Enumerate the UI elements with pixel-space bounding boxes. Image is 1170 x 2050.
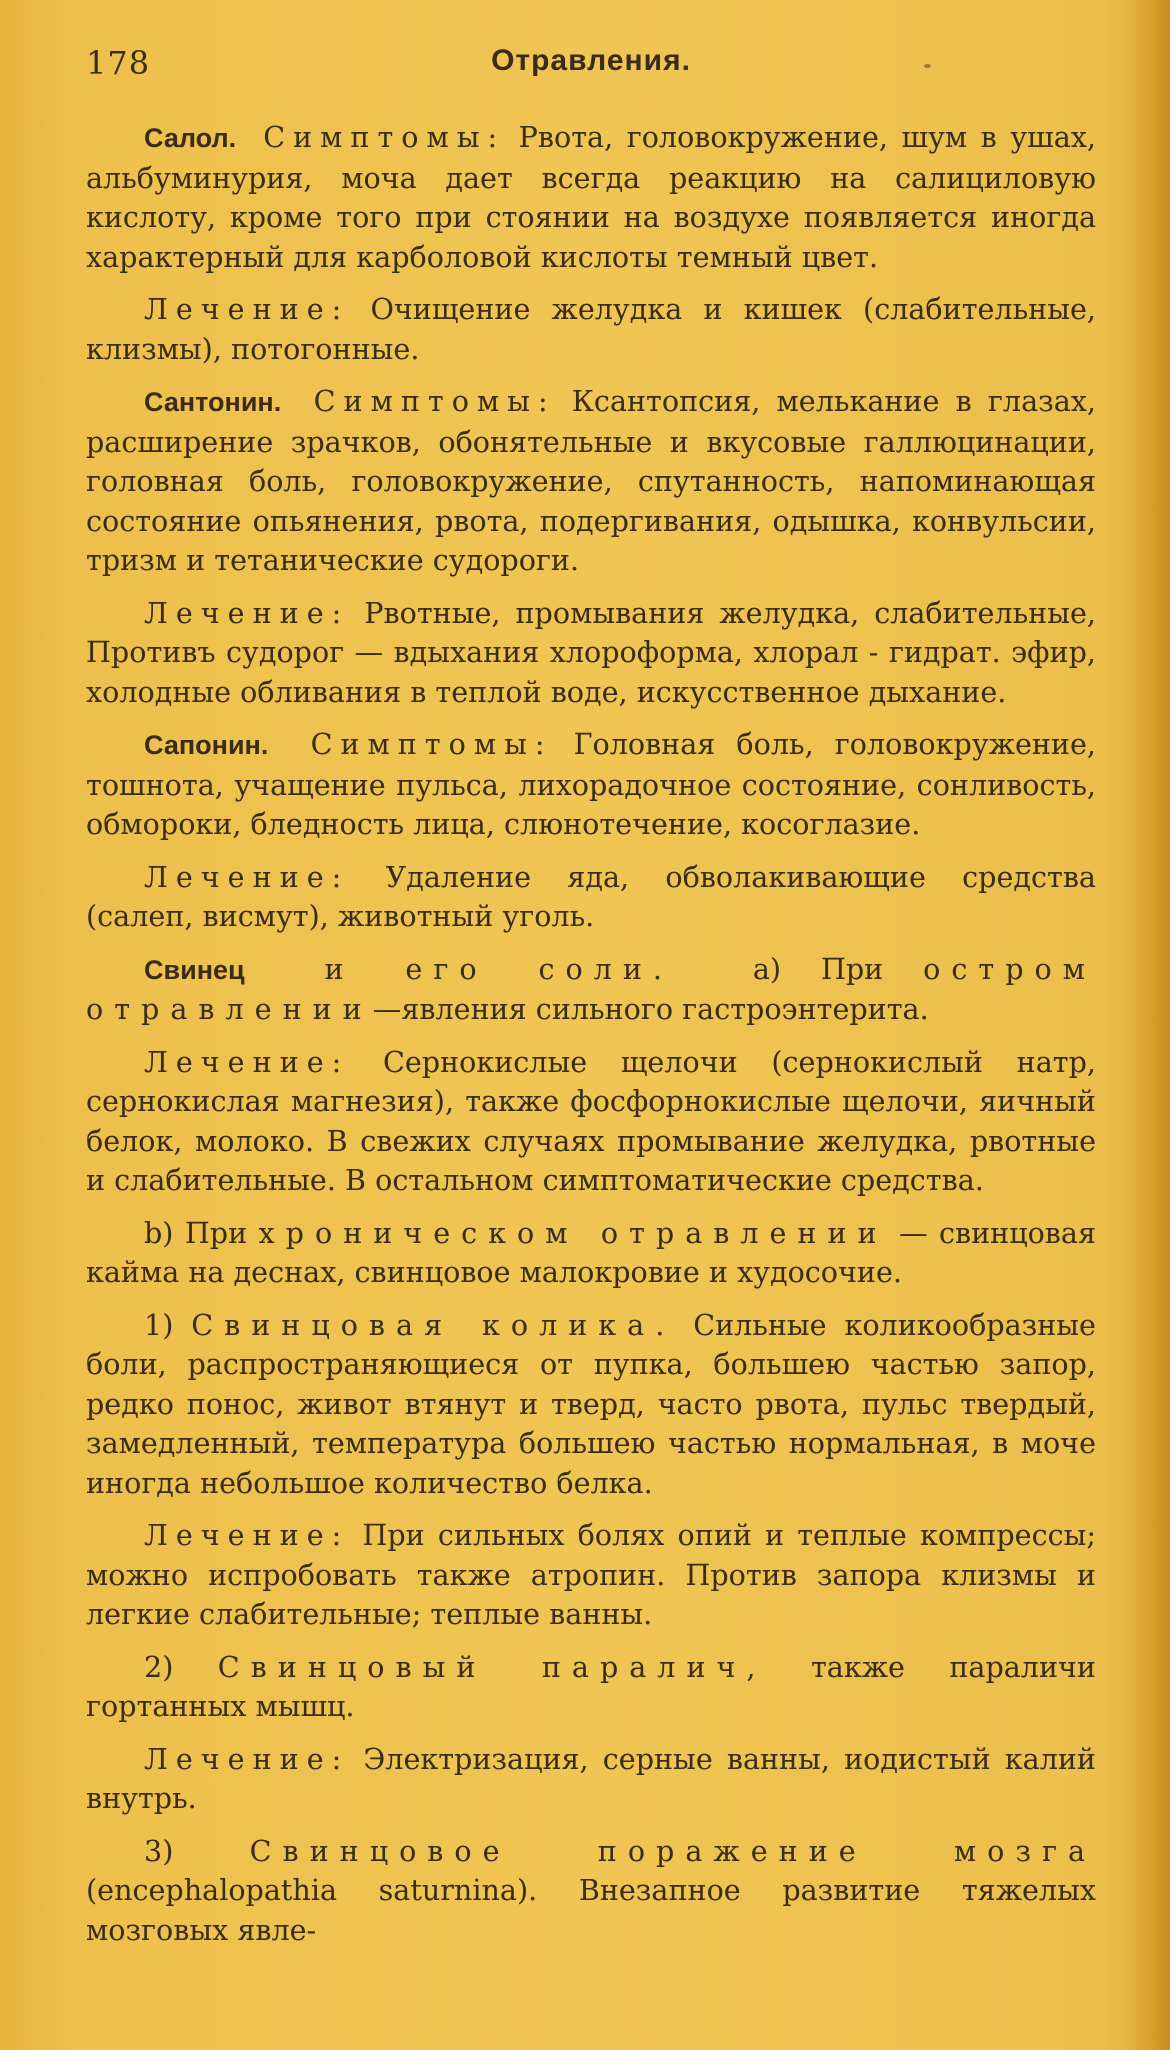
page-body	[86, 118, 1096, 1963]
label-treatment: Лечение:	[144, 1741, 350, 1776]
label-salts: и его соли.	[324, 951, 673, 986]
label-treatment: Лечение:	[144, 1518, 350, 1552]
term-santonin: Сантонин.	[144, 387, 282, 417]
paragraph-text: Очищение желудка и кишек (слабительные, клизмы), потогонные.	[86, 292, 1097, 366]
paragraph-text: Удаление яда, обволакивающие средства (салеп, висмут), животный уголь.	[86, 859, 1096, 933]
paragraph-colic	[86, 1306, 1096, 1504]
paragraph-saponin-treatment	[86, 858, 1096, 937]
paragraph-prefix: 1)	[144, 1307, 174, 1342]
label-symptoms: Симптомы:	[263, 120, 506, 154]
term-saponin: Сапонин.	[144, 730, 269, 760]
paragraph-text: Электризация, серные ванны, иодистый калий внутрь.	[86, 1741, 1096, 1815]
paragraph-text: Ксантопсия, мелькание в глазах, расширение зрачков, обонятельные и вкусовые галлюцинации, головная боль, головокружение, спутанность, напоминающая состояние опьянения, рвота, подергивания, одышка, конвульсии, тризм и тетанические судороги.	[86, 384, 1096, 577]
label-acute-poisoning: остром отравлении	[86, 951, 1096, 1026]
paragraph-colic-treatment	[86, 1516, 1096, 1635]
term-lead: Свинец	[144, 954, 245, 985]
page-header	[86, 44, 1096, 94]
paragraph-salol	[86, 118, 1096, 277]
paragraph-santonin	[86, 382, 1096, 581]
paragraph-text: также параличи гортанных мышц.	[86, 1649, 1096, 1723]
paragraph-text: Сернокислые щелочи (сернокислый натр, сернокислая магнезия), также фосфорнокислые щелочи, яичный белок, молоко. В свежих случаях промывание желудка, рвотные и слабительные. В остальном симптоматические средства.	[86, 1044, 1096, 1197]
label-lead-paralysis: Свинцовый паралич,	[217, 1649, 767, 1684]
label-treatment: Лечение:	[144, 859, 350, 894]
paragraph-text: —явления сильного гастроэнтерита.	[372, 992, 929, 1026]
paragraph-text: Сильные коликообразные боли, распространяющиеся от пупка, большею частью запор, редко понос, живот втянут и тверд, часто рвота, пульс твердый, замедленный, температура большею частью нормальная, в моче иногда небольшое количество белка.	[86, 1307, 1096, 1500]
paragraph-text: (encephalopathia saturnina). Внезапное развитие тяжелых мозговых явле-	[86, 1873, 1096, 1947]
paragraph-text: Головная боль, головокружение, тошнота, учащение пульса, лихорадочное состояние, сонливость, обмороки, бледность лица, слюнотечение, косоглазие.	[86, 727, 1096, 841]
paragraph-text: Рвотные, промывания желудка, слабительные, Противъ судорог — вдыхания хлороформа, хлорал - гидрат. эфир, холодные обливания в теплой воде, искусственное дыхание.	[86, 595, 1097, 709]
paragraph-salol-treatment	[86, 290, 1096, 369]
paragraph-encephalopathy	[86, 1832, 1096, 1951]
paragraph-text: При сильных болях опий и теплые компрессы; можно испробовать также атропин. Против запора клизмы и легкие слабительные; теплые ванны.	[86, 1518, 1096, 1631]
paragraph-santonin-treatment	[86, 594, 1096, 713]
paragraph-text: Рвота, головокружение, шум в ушах, альбуминурия, моча дает всегда реакцию на салициловую кислоту, кроме того при стоянии на воздухе появляется иногда характерный для карболовой кислоты темный цвет.	[86, 120, 1096, 274]
paragraph-prefix: 2)	[144, 1649, 174, 1684]
paragraph-paralysis-treatment	[86, 1740, 1096, 1819]
running-title: Отравления.	[491, 44, 691, 77]
paragraph-lead	[86, 950, 1096, 1030]
label-symptoms: Симптомы:	[310, 727, 553, 761]
paragraph-paralysis	[86, 1648, 1096, 1727]
label-lead-colic: Свинцовая колика.	[191, 1307, 676, 1342]
label-treatment: Лечение:	[144, 1044, 350, 1079]
label-treatment: Лечение:	[144, 292, 350, 326]
paragraph-lead-treatment	[86, 1043, 1096, 1201]
label-chronic-poisoning: хроническом отравлении	[258, 1215, 888, 1250]
paragraph-prefix: a) При	[752, 951, 884, 986]
page-edge-shadow	[1128, 0, 1170, 2050]
label-brain-lesion: Свинцовое поражение мозга	[249, 1833, 1096, 1868]
paragraph-text: — свинцовая кайма на деснах, свинцовое малокровие и худосочие.	[86, 1215, 1096, 1289]
paragraph-prefix: b) При	[144, 1215, 248, 1250]
paragraph-prefix: 3)	[144, 1833, 174, 1868]
paragraph-chronic	[86, 1214, 1096, 1293]
label-symptoms: Симптомы:	[313, 384, 556, 418]
paragraph-saponin	[86, 725, 1096, 845]
term-salol: Салол.	[144, 123, 237, 153]
page-number: 178	[86, 44, 151, 82]
label-treatment: Лечение:	[144, 595, 350, 630]
